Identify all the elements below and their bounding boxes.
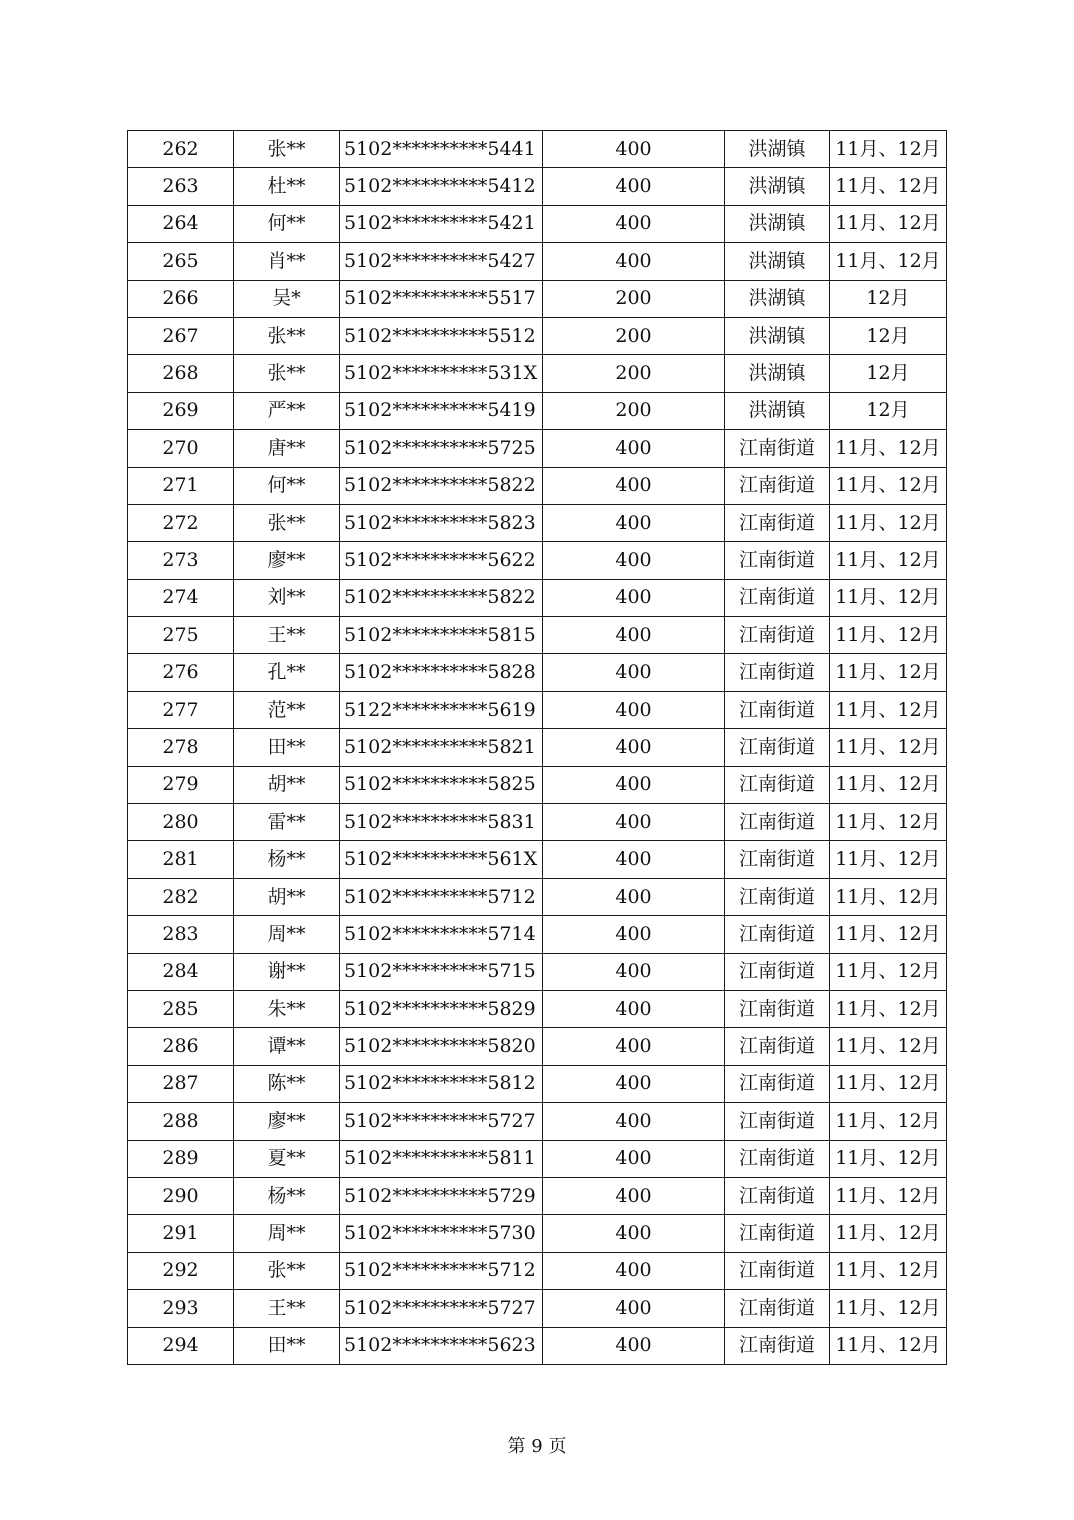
name-cell: 唐** xyxy=(234,430,340,467)
name-cell: 吴* xyxy=(234,280,340,317)
name-cell: 何** xyxy=(234,467,340,504)
months-cell: 11月、12月 xyxy=(830,579,947,616)
amount-cell: 400 xyxy=(543,1140,725,1177)
months-cell: 11月、12月 xyxy=(830,804,947,841)
amount-cell: 400 xyxy=(543,467,725,504)
table-row xyxy=(128,1177,947,1214)
id-number-cell: 5102**********5815 xyxy=(340,617,543,654)
id-number-cell: 5102**********5622 xyxy=(340,542,543,579)
id-number-cell: 5102**********5811 xyxy=(340,1140,543,1177)
id-number-cell: 5102**********5712 xyxy=(340,878,543,915)
area-cell: 洪湖镇 xyxy=(725,317,830,354)
name-cell: 杜** xyxy=(234,168,340,205)
table-row xyxy=(128,205,947,242)
area-cell: 江南街道 xyxy=(725,579,830,616)
id-number-cell: 5102**********531X xyxy=(340,355,543,392)
table-row xyxy=(128,691,947,728)
months-cell: 11月、12月 xyxy=(830,691,947,728)
id-number-cell: 5102**********5729 xyxy=(340,1177,543,1214)
id-number-cell: 5102**********5517 xyxy=(340,280,543,317)
amount-cell: 400 xyxy=(543,878,725,915)
months-cell: 11月、12月 xyxy=(830,205,947,242)
id-number-cell: 5102**********5828 xyxy=(340,654,543,691)
footer-suffix: 页 xyxy=(548,1436,567,1457)
months-cell: 11月、12月 xyxy=(830,430,947,467)
name-cell: 杨** xyxy=(234,1177,340,1214)
amount-cell: 400 xyxy=(543,1327,725,1364)
row-number-cell: 280 xyxy=(128,804,234,841)
name-cell: 刘** xyxy=(234,579,340,616)
name-cell: 胡** xyxy=(234,766,340,803)
months-cell: 11月、12月 xyxy=(830,1103,947,1140)
area-cell: 江南街道 xyxy=(725,1327,830,1364)
row-number-cell: 270 xyxy=(128,430,234,467)
table-row xyxy=(128,1327,947,1364)
row-number-cell: 283 xyxy=(128,916,234,953)
area-cell: 江南街道 xyxy=(725,1177,830,1214)
name-cell: 周** xyxy=(234,916,340,953)
area-cell: 江南街道 xyxy=(725,1215,830,1252)
amount-cell: 400 xyxy=(543,841,725,878)
amount-cell: 400 xyxy=(543,131,725,168)
area-cell: 江南街道 xyxy=(725,1065,830,1102)
area-cell: 洪湖镇 xyxy=(725,131,830,168)
roster-table xyxy=(127,130,947,1365)
months-cell: 11月、12月 xyxy=(830,916,947,953)
amount-cell: 400 xyxy=(543,691,725,728)
name-cell: 王** xyxy=(234,1290,340,1327)
table-row xyxy=(128,467,947,504)
id-number-cell: 5102**********5727 xyxy=(340,1290,543,1327)
name-cell: 张** xyxy=(234,1252,340,1289)
row-number-cell: 272 xyxy=(128,504,234,541)
table-row xyxy=(128,953,947,990)
name-cell: 张** xyxy=(234,355,340,392)
table-row xyxy=(128,729,947,766)
id-number-cell: 5102**********5714 xyxy=(340,916,543,953)
name-cell: 张** xyxy=(234,317,340,354)
id-number-cell: 5102**********5712 xyxy=(340,1252,543,1289)
name-cell: 张** xyxy=(234,131,340,168)
id-number-cell: 5102**********5715 xyxy=(340,953,543,990)
roster-table-body xyxy=(128,131,947,1365)
id-number-cell: 5102**********5821 xyxy=(340,729,543,766)
area-cell: 江南街道 xyxy=(725,1140,830,1177)
row-number-cell: 284 xyxy=(128,953,234,990)
area-cell: 江南街道 xyxy=(725,841,830,878)
name-cell: 胡** xyxy=(234,878,340,915)
name-cell: 夏** xyxy=(234,1140,340,1177)
row-number-cell: 287 xyxy=(128,1065,234,1102)
amount-cell: 400 xyxy=(543,504,725,541)
row-number-cell: 286 xyxy=(128,1028,234,1065)
months-cell: 11月、12月 xyxy=(830,1177,947,1214)
area-cell: 江南街道 xyxy=(725,729,830,766)
months-cell: 11月、12月 xyxy=(830,467,947,504)
table-row xyxy=(128,654,947,691)
id-number-cell: 5102**********5412 xyxy=(340,168,543,205)
months-cell: 11月、12月 xyxy=(830,542,947,579)
area-cell: 江南街道 xyxy=(725,691,830,728)
row-number-cell: 293 xyxy=(128,1290,234,1327)
name-cell: 杨** xyxy=(234,841,340,878)
table-row xyxy=(128,1252,947,1289)
area-cell: 洪湖镇 xyxy=(725,280,830,317)
months-cell: 11月、12月 xyxy=(830,1065,947,1102)
months-cell: 11月、12月 xyxy=(830,654,947,691)
row-number-cell: 264 xyxy=(128,205,234,242)
id-number-cell: 5102**********5725 xyxy=(340,430,543,467)
table-row xyxy=(128,1028,947,1065)
id-number-cell: 5102**********5812 xyxy=(340,1065,543,1102)
area-cell: 江南街道 xyxy=(725,804,830,841)
name-cell: 严** xyxy=(234,392,340,429)
page-number: 9 xyxy=(531,1436,543,1457)
row-number-cell: 282 xyxy=(128,878,234,915)
row-number-cell: 285 xyxy=(128,990,234,1027)
amount-cell: 400 xyxy=(543,729,725,766)
row-number-cell: 265 xyxy=(128,243,234,280)
amount-cell: 400 xyxy=(543,1252,725,1289)
months-cell: 11月、12月 xyxy=(830,1215,947,1252)
row-number-cell: 290 xyxy=(128,1177,234,1214)
name-cell: 雷** xyxy=(234,804,340,841)
area-cell: 江南街道 xyxy=(725,617,830,654)
area-cell: 江南街道 xyxy=(725,430,830,467)
area-cell: 洪湖镇 xyxy=(725,355,830,392)
row-number-cell: 273 xyxy=(128,542,234,579)
id-number-cell: 5102**********5441 xyxy=(340,131,543,168)
months-cell: 11月、12月 xyxy=(830,617,947,654)
table-row xyxy=(128,990,947,1027)
row-number-cell: 289 xyxy=(128,1140,234,1177)
table-row xyxy=(128,504,947,541)
area-cell: 江南街道 xyxy=(725,467,830,504)
id-number-cell: 5102**********5427 xyxy=(340,243,543,280)
table-row xyxy=(128,430,947,467)
row-number-cell: 288 xyxy=(128,1103,234,1140)
area-cell: 江南街道 xyxy=(725,878,830,915)
table-row xyxy=(128,617,947,654)
name-cell: 张** xyxy=(234,504,340,541)
row-number-cell: 263 xyxy=(128,168,234,205)
months-cell: 11月、12月 xyxy=(830,1290,947,1327)
id-number-cell: 5102**********5820 xyxy=(340,1028,543,1065)
id-number-cell: 5102**********5822 xyxy=(340,579,543,616)
amount-cell: 200 xyxy=(543,317,725,354)
months-cell: 11月、12月 xyxy=(830,504,947,541)
row-number-cell: 271 xyxy=(128,467,234,504)
area-cell: 江南街道 xyxy=(725,1028,830,1065)
name-cell: 朱** xyxy=(234,990,340,1027)
amount-cell: 400 xyxy=(543,766,725,803)
footer-prefix: 第 xyxy=(507,1436,526,1457)
name-cell: 王** xyxy=(234,617,340,654)
months-cell: 11月、12月 xyxy=(830,243,947,280)
amount-cell: 400 xyxy=(543,1290,725,1327)
table-row xyxy=(128,916,947,953)
name-cell: 谢** xyxy=(234,953,340,990)
id-number-cell: 5122**********5619 xyxy=(340,691,543,728)
table-row xyxy=(128,1140,947,1177)
area-cell: 江南街道 xyxy=(725,654,830,691)
months-cell: 11月、12月 xyxy=(830,131,947,168)
area-cell: 江南街道 xyxy=(725,504,830,541)
row-number-cell: 279 xyxy=(128,766,234,803)
id-number-cell: 5102**********5421 xyxy=(340,205,543,242)
amount-cell: 400 xyxy=(543,542,725,579)
months-cell: 11月、12月 xyxy=(830,1327,947,1364)
row-number-cell: 268 xyxy=(128,355,234,392)
months-cell: 11月、12月 xyxy=(830,1028,947,1065)
area-cell: 江南街道 xyxy=(725,1103,830,1140)
months-cell: 11月、12月 xyxy=(830,766,947,803)
amount-cell: 400 xyxy=(543,430,725,467)
table-row xyxy=(128,317,947,354)
amount-cell: 400 xyxy=(543,617,725,654)
row-number-cell: 267 xyxy=(128,317,234,354)
name-cell: 范** xyxy=(234,691,340,728)
row-number-cell: 291 xyxy=(128,1215,234,1252)
area-cell: 江南街道 xyxy=(725,1290,830,1327)
table-row xyxy=(128,355,947,392)
amount-cell: 200 xyxy=(543,355,725,392)
id-number-cell: 5102**********5823 xyxy=(340,504,543,541)
months-cell: 11月、12月 xyxy=(830,953,947,990)
id-number-cell: 5102**********5831 xyxy=(340,804,543,841)
row-number-cell: 278 xyxy=(128,729,234,766)
area-cell: 洪湖镇 xyxy=(725,243,830,280)
amount-cell: 400 xyxy=(543,1177,725,1214)
months-cell: 11月、12月 xyxy=(830,1252,947,1289)
id-number-cell: 5102**********561X xyxy=(340,841,543,878)
row-number-cell: 277 xyxy=(128,691,234,728)
months-cell: 12月 xyxy=(830,280,947,317)
amount-cell: 200 xyxy=(543,392,725,429)
table-row xyxy=(128,542,947,579)
months-cell: 12月 xyxy=(830,355,947,392)
name-cell: 陈** xyxy=(234,1065,340,1102)
area-cell: 江南街道 xyxy=(725,916,830,953)
area-cell: 江南街道 xyxy=(725,990,830,1027)
row-number-cell: 275 xyxy=(128,617,234,654)
row-number-cell: 276 xyxy=(128,654,234,691)
amount-cell: 400 xyxy=(543,243,725,280)
id-number-cell: 5102**********5623 xyxy=(340,1327,543,1364)
area-cell: 洪湖镇 xyxy=(725,205,830,242)
amount-cell: 400 xyxy=(543,205,725,242)
row-number-cell: 262 xyxy=(128,131,234,168)
amount-cell: 200 xyxy=(543,280,725,317)
area-cell: 江南街道 xyxy=(725,542,830,579)
months-cell: 11月、12月 xyxy=(830,841,947,878)
name-cell: 何** xyxy=(234,205,340,242)
amount-cell: 400 xyxy=(543,168,725,205)
table-row xyxy=(128,1103,947,1140)
name-cell: 肖** xyxy=(234,243,340,280)
area-cell: 江南街道 xyxy=(725,1252,830,1289)
row-number-cell: 266 xyxy=(128,280,234,317)
area-cell: 江南街道 xyxy=(725,766,830,803)
amount-cell: 400 xyxy=(543,804,725,841)
id-number-cell: 5102**********5419 xyxy=(340,392,543,429)
months-cell: 12月 xyxy=(830,317,947,354)
table-row xyxy=(128,878,947,915)
table-row xyxy=(128,243,947,280)
amount-cell: 400 xyxy=(543,1028,725,1065)
table-row xyxy=(128,392,947,429)
months-cell: 11月、12月 xyxy=(830,990,947,1027)
table-row xyxy=(128,766,947,803)
table-row xyxy=(128,1065,947,1102)
amount-cell: 400 xyxy=(543,579,725,616)
table-row xyxy=(128,579,947,616)
table-row xyxy=(128,804,947,841)
months-cell: 11月、12月 xyxy=(830,168,947,205)
months-cell: 11月、12月 xyxy=(830,729,947,766)
months-cell: 11月、12月 xyxy=(830,1140,947,1177)
area-cell: 洪湖镇 xyxy=(725,392,830,429)
months-cell: 11月、12月 xyxy=(830,878,947,915)
id-number-cell: 5102**********5727 xyxy=(340,1103,543,1140)
name-cell: 廖** xyxy=(234,1103,340,1140)
id-number-cell: 5102**********5730 xyxy=(340,1215,543,1252)
id-number-cell: 5102**********5822 xyxy=(340,467,543,504)
row-number-cell: 281 xyxy=(128,841,234,878)
name-cell: 田** xyxy=(234,1327,340,1364)
amount-cell: 400 xyxy=(543,916,725,953)
amount-cell: 400 xyxy=(543,1215,725,1252)
area-cell: 江南街道 xyxy=(725,953,830,990)
table-row xyxy=(128,280,947,317)
table-row xyxy=(128,841,947,878)
amount-cell: 400 xyxy=(543,1065,725,1102)
row-number-cell: 294 xyxy=(128,1327,234,1364)
amount-cell: 400 xyxy=(543,953,725,990)
name-cell: 谭** xyxy=(234,1028,340,1065)
name-cell: 周** xyxy=(234,1215,340,1252)
row-number-cell: 274 xyxy=(128,579,234,616)
name-cell: 孔** xyxy=(234,654,340,691)
table-row xyxy=(128,1215,947,1252)
name-cell: 田** xyxy=(234,729,340,766)
id-number-cell: 5102**********5512 xyxy=(340,317,543,354)
table-row xyxy=(128,1290,947,1327)
page-footer xyxy=(0,1432,1074,1458)
name-cell: 廖** xyxy=(234,542,340,579)
table-row xyxy=(128,131,947,168)
id-number-cell: 5102**********5825 xyxy=(340,766,543,803)
area-cell: 洪湖镇 xyxy=(725,168,830,205)
amount-cell: 400 xyxy=(543,1103,725,1140)
amount-cell: 400 xyxy=(543,990,725,1027)
months-cell: 12月 xyxy=(830,392,947,429)
amount-cell: 400 xyxy=(543,654,725,691)
id-number-cell: 5102**********5829 xyxy=(340,990,543,1027)
row-number-cell: 269 xyxy=(128,392,234,429)
table-row xyxy=(128,168,947,205)
row-number-cell: 292 xyxy=(128,1252,234,1289)
